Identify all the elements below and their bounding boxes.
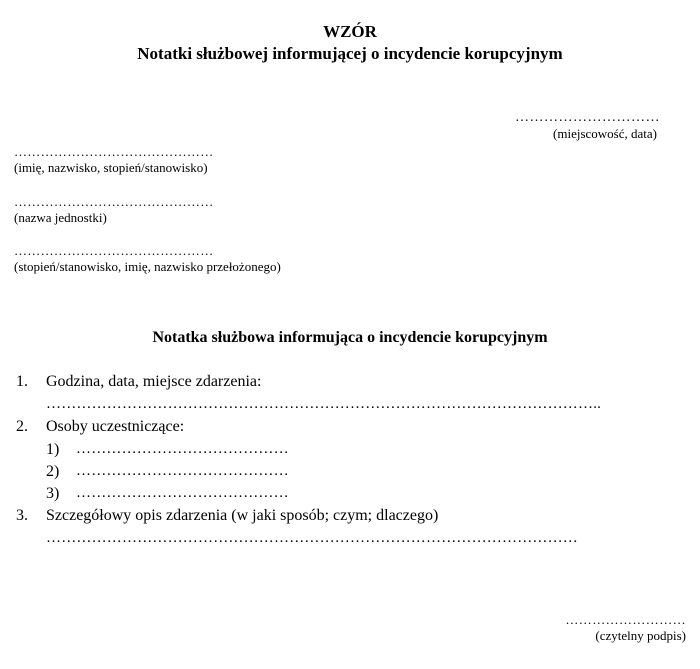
item-2-number: 2. <box>16 418 28 435</box>
subitem-2-dots: …………………………………… <box>76 463 289 479</box>
place-date-label: (miejscowość, data) <box>553 126 657 141</box>
item-3-number: 3. <box>16 507 28 524</box>
document-subtitle: Notatki służbowej informującej o incydencie korupcyjnym <box>137 44 563 63</box>
item-1-dots: ……………………………………………………………………………………………….. <box>46 396 602 412</box>
item-2-text: Osoby uczestniczące: <box>46 418 185 435</box>
place-date-dots: ………………………… <box>515 110 660 125</box>
name-field-dots: ……………………………………… <box>14 144 214 159</box>
supervisor-field-label: (stopień/stanowisko, imię, nazwisko przełożonego) <box>14 259 281 274</box>
item-1-number: 1. <box>16 373 28 390</box>
subitem-3-number: 3) <box>46 485 60 502</box>
note-title: Notatka służbowa informująca o incydencie korupcyjnym <box>152 329 548 346</box>
name-field-label: (imię, nazwisko, stopień/stanowisko) <box>14 160 208 175</box>
unit-field-label: (nazwa jednostki) <box>14 210 107 225</box>
subitem-1-dots: …………………………………… <box>76 441 289 457</box>
item-1-text: Godzina, data, miejsce zdarzenia: <box>46 373 262 390</box>
supervisor-field-dots: ……………………………………… <box>14 243 214 258</box>
subitem-1-number: 1) <box>46 441 60 458</box>
unit-field-dots: ……………………………………… <box>14 194 214 209</box>
signature-dots: ……………………… <box>565 612 686 627</box>
item-3-dots: …………………………………………………………………………………………… <box>46 530 578 546</box>
subitem-3-dots: …………………………………… <box>76 485 289 501</box>
item-3-text: Szczegółowy opis zdarzenia (w jaki sposób; czym; dlaczego) <box>46 507 439 524</box>
document-title: WZÓR <box>323 22 377 41</box>
signature-label: (czytelny podpis) <box>595 628 686 643</box>
subitem-2-number: 2) <box>46 463 60 480</box>
